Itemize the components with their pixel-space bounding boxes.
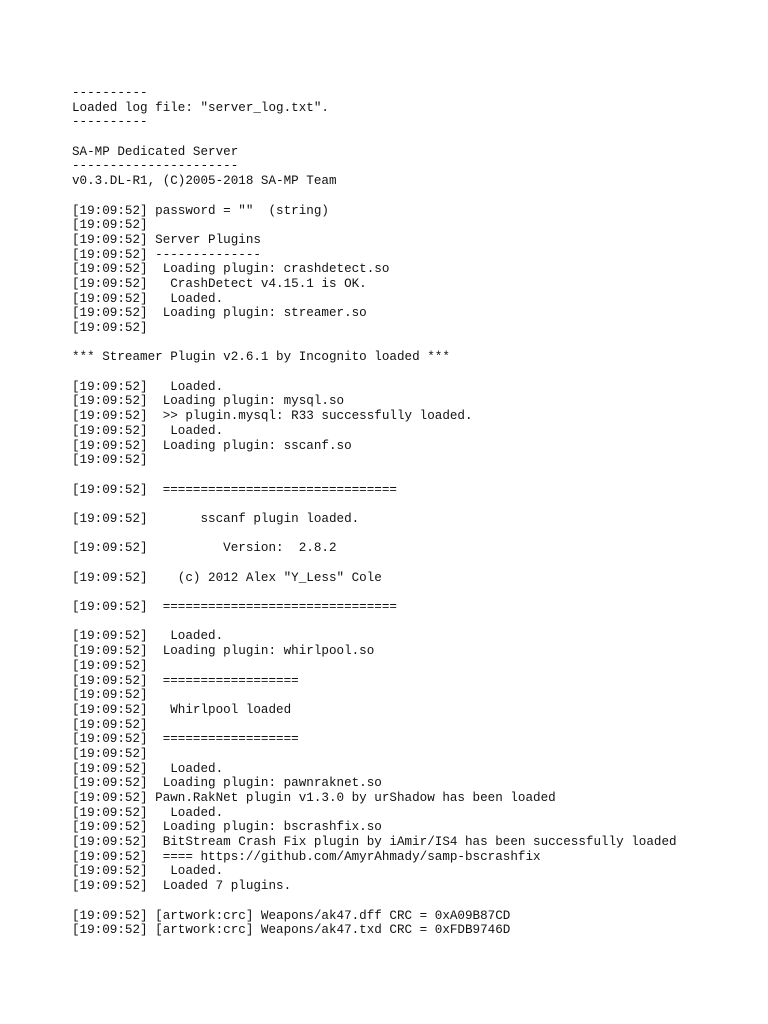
log-line: Loaded log file: "server_log.txt". <box>72 100 329 115</box>
log-line: [19:09:52] Loaded. <box>72 629 224 644</box>
blank-line <box>72 894 762 909</box>
log-line: [19:09:52] -------------- <box>72 247 261 262</box>
log-line: [19:09:52] Whirlpool loaded <box>72 702 292 717</box>
log-text-body <box>72 86 762 938</box>
log-line: [19:09:52] Loading plugin: whirlpool.so <box>72 644 375 659</box>
log-line: [19:09:52] [artwork:crc] Weapons/ak47.txd CRC = 0xFDB9746D <box>72 923 511 938</box>
log-line: [19:09:52] Loading plugin: mysql.so <box>72 394 345 409</box>
log-line: ---------- <box>72 86 148 100</box>
log-line: [19:09:52] Loading plugin: bscrashfix.so <box>72 820 382 835</box>
blank-line <box>72 615 762 630</box>
log-line: ---------- <box>72 115 148 130</box>
log-line: [19:09:52] =============================== <box>72 482 397 497</box>
log-line: [19:09:52] Loading plugin: pawnraknet.so <box>72 776 382 791</box>
log-line: [19:09:52] =============================== <box>72 600 397 615</box>
log-line: [19:09:52] Loading plugin: streamer.so <box>72 306 367 321</box>
log-line: [19:09:52] <box>72 658 148 673</box>
blank-line <box>72 365 762 380</box>
log-line: [19:09:52] Loaded. <box>72 761 224 776</box>
blank-line <box>72 468 762 483</box>
blank-line <box>72 527 762 542</box>
blank-line <box>72 130 762 145</box>
log-line: ---------------------- <box>72 159 239 174</box>
log-line: [19:09:52] ==== https://github.com/AmyrAhmady/samp-bscrashfix <box>72 849 541 864</box>
log-line: *** Streamer Plugin v2.6.1 by Incognito loaded *** <box>72 350 450 365</box>
log-line: [19:09:52] Loading plugin: crashdetect.so <box>72 262 390 277</box>
log-line: [19:09:52] Server Plugins <box>72 232 261 247</box>
blank-line <box>72 585 762 600</box>
log-line: [19:09:52] CrashDetect v4.15.1 is OK. <box>72 276 367 291</box>
log-line: [19:09:52] <box>72 453 148 468</box>
log-line: SA-MP Dedicated Server <box>72 144 239 159</box>
log-line: [19:09:52] Loaded. <box>72 864 224 879</box>
blank-line <box>72 497 762 512</box>
blank-line <box>72 556 762 571</box>
log-line: [19:09:52] password = "" (string) <box>72 203 329 218</box>
log-line: [19:09:52] Loaded. <box>72 805 224 820</box>
log-line: [19:09:52] Loaded. <box>72 379 224 394</box>
log-line: [19:09:52] Loading plugin: sscanf.so <box>72 438 352 453</box>
log-line: [19:09:52] >> plugin.mysql: R33 successfully loaded. <box>72 409 473 424</box>
log-line: [19:09:52] <box>72 321 148 335</box>
blank-line <box>72 336 762 351</box>
log-line: [19:09:52] Pawn.RakNet plugin v1.3.0 by urShadow has been loaded <box>72 791 556 805</box>
log-line: [19:09:52] <box>72 746 148 761</box>
blank-line <box>72 189 762 204</box>
log-line: [19:09:52] BitStream Crash Fix plugin by iAmir/IS4 has been successfully loaded <box>72 835 677 850</box>
log-line: [19:09:52] Loaded. <box>72 291 224 306</box>
log-line: v0.3.DL-R1, (C)2005-2018 SA-MP Team <box>72 174 337 189</box>
log-line: [19:09:52] <box>72 688 148 703</box>
log-line: [19:09:52] Loaded. <box>72 423 224 438</box>
log-line: [19:09:52] [artwork:crc] Weapons/ak47.dff CRC = 0xA09B87CD <box>72 908 511 923</box>
log-line: [19:09:52] Version: 2.8.2 <box>72 541 337 556</box>
log-line: [19:09:52] <box>72 717 148 732</box>
log-line: [19:09:52] sscanf plugin loaded. <box>72 511 360 526</box>
log-line: [19:09:52] (c) 2012 Alex "Y_Less" Cole <box>72 570 382 585</box>
log-line: [19:09:52] ================== <box>72 673 299 688</box>
log-line: [19:09:52] <box>72 218 148 233</box>
log-line: [19:09:52] ================== <box>72 732 299 747</box>
log-line: [19:09:52] Loaded 7 plugins. <box>72 879 292 894</box>
